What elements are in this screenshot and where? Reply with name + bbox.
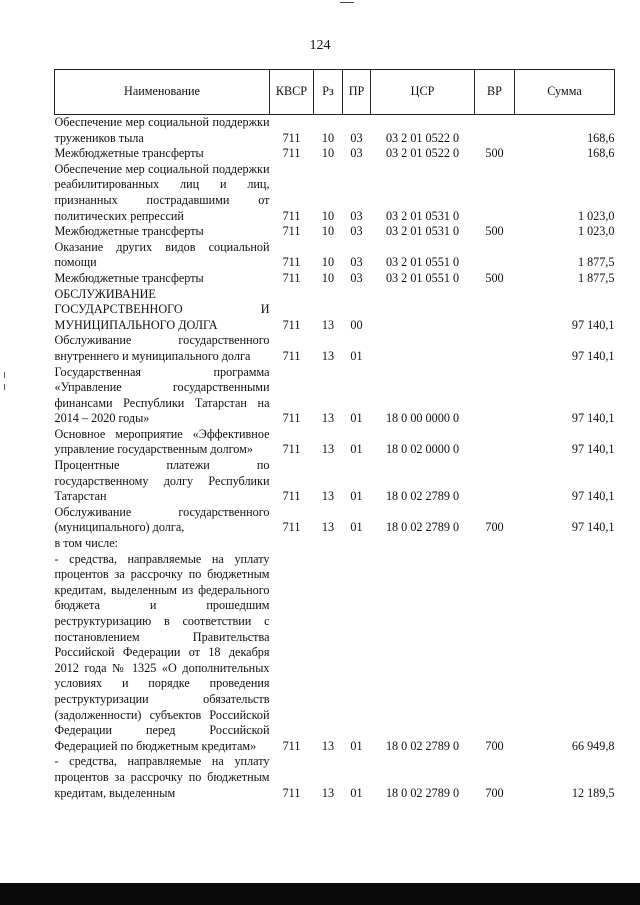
table-row (55, 271, 615, 287)
table-row (55, 552, 615, 755)
table-row (55, 224, 615, 240)
row-name: в том числе: (54, 536, 119, 551)
row-rz: 13 (321, 317, 335, 332)
row-pr: 03 (350, 208, 363, 223)
row-name: ОБСЛУЖИВАНИЕ ГОСУДАРСТВЕННОГО И МУНИЦИПАЛЬНОГО ДОЛГА (54, 286, 270, 332)
row-pr: 00 (350, 317, 363, 332)
row-name: Основное мероприятие «Эффективное управление государственным долгом» (54, 426, 270, 457)
row-sum: 97 140,1 (571, 411, 615, 426)
row-sum: 1 877,5 (577, 270, 615, 285)
row-pr: 03 (350, 270, 363, 285)
row-vr (475, 240, 515, 271)
row-csr: 18 0 02 0000 0 (385, 442, 460, 457)
row-sum: 97 140,1 (571, 489, 615, 504)
row-rz: 10 (321, 224, 335, 239)
row-csr: 03 2 01 0522 0 (385, 146, 460, 161)
row-sum: 1 023,0 (577, 224, 615, 239)
row-kvsr: 711 (282, 442, 301, 457)
row-kvsr: 711 (282, 489, 301, 504)
row-name: - средства, направляемые на уплату процентов за рассрочку по бюджетным кредитам, выделенным из федерального бюджета и прошедшим реструктуризацию в соответствии с постановлением Правительства Российской Федерации от 18 декабря 2012 года № 1325 «О дополнительных условиях и порядке проведения реструктуризации обязательств (задолженности) субъектов Российской Федерации перед Российской Федерацией по бюджетным кредитам» (54, 551, 270, 753)
row-sum: 168,6 (587, 130, 615, 145)
row-kvsr (270, 536, 314, 552)
row-pr: 03 (350, 224, 363, 239)
row-sum: 97 140,1 (571, 348, 615, 363)
row-pr: 03 (350, 255, 363, 270)
row-pr: 01 (350, 785, 363, 800)
row-name: Обслуживание государственного внутреннего и муниципального долга (54, 333, 270, 363)
row-kvsr: 711 (282, 130, 301, 145)
row-sum (515, 536, 615, 552)
row-rz: 10 (321, 208, 335, 223)
row-vr: 500 (485, 224, 504, 239)
row-sum: 97 140,1 (571, 442, 615, 457)
row-pr: 03 (350, 146, 363, 161)
scan-margin-mark (4, 372, 5, 378)
row-rz: 10 (321, 146, 335, 161)
table-row (55, 536, 615, 552)
row-name: Межбюджетные трансферты (54, 270, 204, 285)
row-csr: 18 0 02 2789 0 (385, 738, 460, 753)
row-csr: 03 2 01 0551 0 (385, 270, 460, 285)
row-sum: 168,6 (587, 146, 615, 161)
row-sum: 66 949,8 (571, 738, 615, 753)
row-pr: 01 (350, 520, 363, 535)
row-sum: 1 877,5 (577, 255, 615, 270)
row-vr: 500 (485, 270, 504, 285)
row-csr: 18 0 02 2789 0 (385, 785, 460, 800)
scan-top-edge (0, 0, 640, 6)
row-name: Процентные платежи по государственному долгу Республики Татарстан (54, 458, 270, 504)
table-row (55, 365, 615, 427)
row-sum: 97 140,1 (571, 317, 615, 332)
scan-margin-mark (4, 384, 5, 390)
header-name: Наименование (55, 70, 270, 115)
header-vr: ВР (475, 70, 515, 115)
row-rz: 13 (321, 411, 335, 426)
row-kvsr: 711 (282, 208, 301, 223)
row-vr (475, 162, 515, 224)
row-vr (475, 536, 515, 552)
table-row (55, 287, 615, 334)
row-vr (475, 427, 515, 458)
row-kvsr: 711 (282, 270, 301, 285)
row-rz: 10 (321, 255, 335, 270)
row-csr: 18 0 00 0000 0 (385, 411, 460, 426)
header-pr: ПР (343, 70, 371, 115)
table-row (55, 115, 615, 147)
row-csr: 03 2 01 0531 0 (385, 208, 460, 223)
row-name: Обслуживание государственного (муниципального) долга, (54, 504, 270, 535)
row-rz: 10 (321, 130, 335, 145)
header-sum: Сумма (515, 70, 615, 115)
row-kvsr: 711 (282, 255, 301, 270)
scan-bottom-edge (0, 883, 640, 905)
row-csr: 03 2 01 0531 0 (385, 224, 460, 239)
row-vr: 700 (485, 520, 504, 535)
row-pr: 01 (350, 738, 363, 753)
row-vr: 700 (485, 785, 504, 800)
row-name: - средства, направляемые на уплату процентов за рассрочку по бюджетным кредитам, выделенным (54, 754, 270, 800)
row-vr (475, 333, 515, 364)
row-rz (314, 536, 343, 552)
table-row (55, 146, 615, 162)
header-rz: Рз (314, 70, 343, 115)
row-kvsr: 711 (282, 411, 301, 426)
row-rz: 13 (321, 442, 335, 457)
row-pr (343, 536, 371, 552)
row-pr: 03 (350, 130, 363, 145)
row-vr: 700 (485, 738, 504, 753)
budget-table (54, 69, 615, 801)
row-rz: 13 (321, 348, 335, 363)
row-vr (475, 458, 515, 505)
header-kvsr: КВСР (270, 70, 314, 115)
row-name: Государственная программа «Управление государственными финансами Республики Татарстан на 2014 – 2020 годы» (54, 364, 270, 426)
row-name: Оказание других видов социальной помощи (54, 239, 270, 270)
table-row (55, 427, 615, 458)
table-row (55, 240, 615, 271)
row-vr (475, 365, 515, 427)
row-sum: 97 140,1 (571, 520, 615, 535)
table-row (55, 505, 615, 536)
row-name: Обеспечение мер социальной поддержки тружеников тыла (54, 115, 270, 145)
table-header-row (55, 70, 615, 115)
row-name: Межбюджетные трансферты (54, 224, 204, 239)
row-kvsr: 711 (282, 348, 301, 363)
row-csr: 03 2 01 0522 0 (385, 130, 460, 145)
row-pr: 01 (350, 348, 363, 363)
row-rz: 13 (321, 738, 335, 753)
row-pr: 01 (350, 442, 363, 457)
row-vr: 500 (485, 146, 504, 161)
table-row (55, 333, 615, 364)
scan-mark (340, 2, 354, 3)
row-kvsr: 711 (282, 520, 301, 535)
row-rz: 13 (321, 520, 335, 535)
row-rz: 13 (321, 785, 335, 800)
row-csr (371, 287, 475, 334)
row-kvsr: 711 (282, 317, 301, 332)
row-sum: 1 023,0 (577, 208, 615, 223)
row-csr: 18 0 02 2789 0 (385, 489, 460, 504)
row-kvsr: 711 (282, 738, 301, 753)
row-kvsr: 711 (282, 224, 301, 239)
table-row (55, 754, 615, 801)
row-csr (371, 536, 475, 552)
row-csr (371, 333, 475, 364)
header-csr: ЦСР (371, 70, 475, 115)
row-vr (475, 115, 515, 147)
row-name: Обеспечение мер социальной поддержки реабилитированных лиц и лиц, признанных пострадавшими от политических репрессий (54, 161, 270, 223)
page-number: 124 (309, 38, 331, 53)
row-kvsr: 711 (282, 146, 301, 161)
row-name: Межбюджетные трансферты (54, 146, 204, 161)
row-rz: 10 (321, 270, 335, 285)
row-csr: 18 0 02 2789 0 (385, 520, 460, 535)
row-kvsr: 711 (282, 785, 301, 800)
row-pr: 01 (350, 411, 363, 426)
table-row (55, 162, 615, 224)
row-vr (475, 287, 515, 334)
row-sum: 12 189,5 (571, 785, 615, 800)
row-rz: 13 (321, 489, 335, 504)
table-row (55, 458, 615, 505)
row-pr: 01 (350, 489, 363, 504)
row-csr: 03 2 01 0551 0 (385, 255, 460, 270)
